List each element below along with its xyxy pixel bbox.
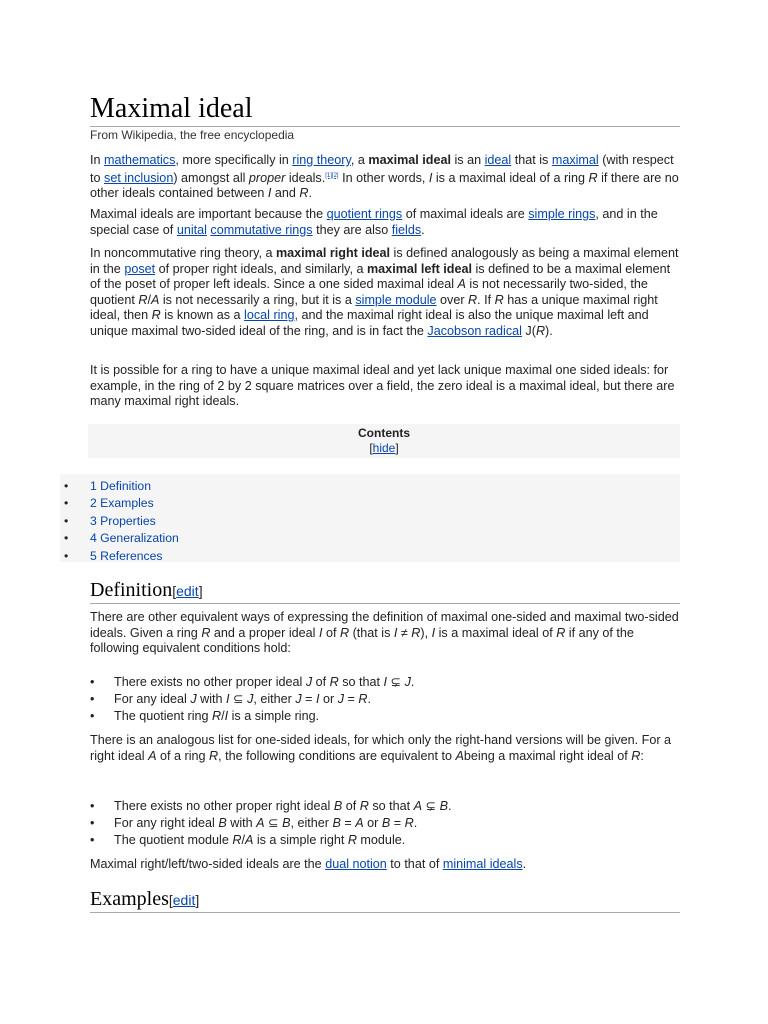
bullet-icon: • <box>64 531 69 546</box>
list-item: • For any ideal J with I ⊆ J, either J = I or J = R. <box>90 691 680 708</box>
toc-link-definition[interactable]: 1 Definition <box>90 479 151 493</box>
list-item: • For any right ideal B with A ⊆ B, either B = A or B = R. <box>90 815 680 832</box>
link-dual-notion[interactable]: dual notion <box>325 857 387 871</box>
toc-link-generalization[interactable]: 4 Generalization <box>90 531 179 546</box>
toc-toggle: [hide] <box>369 441 399 455</box>
toc-link-references[interactable]: 5 References <box>90 548 163 563</box>
page-subtitle: From Wikipedia, the free encyclopedia <box>90 128 295 142</box>
list-item: • There exists no other proper ideal J of R so that I ⊊ J. <box>90 674 680 691</box>
bullet-icon: • <box>90 833 95 848</box>
list-item: • The quotient module R/A is a simple right R module. <box>90 832 680 849</box>
bullet-icon: • <box>90 692 95 707</box>
list-item: • The quotient ring R/I is a simple ring. <box>90 708 680 725</box>
edit-link-examples[interactable]: edit <box>172 892 196 908</box>
link-fields[interactable]: fields <box>391 222 422 237</box>
definition-paragraph-3: Maximal right/left/two-sided ideals are the dual notion to that of minimal ideals. <box>90 857 527 871</box>
conditions-list-two-sided <box>90 674 680 726</box>
toc-item <box>60 530 680 547</box>
section-heading-examples: Examples[edit] <box>90 887 680 913</box>
bullet-icon: • <box>90 709 95 724</box>
bullet-icon: • <box>64 513 69 528</box>
bullet-icon: • <box>64 496 69 511</box>
bullet-icon: • <box>90 816 95 831</box>
link-ring-theory[interactable]: ring theory <box>292 153 351 167</box>
reference-link[interactable]: [1][2] <box>325 172 339 179</box>
list-item: • There exists no other proper right ideal B of R so that A ⊊ B. <box>90 798 680 815</box>
link-poset[interactable]: poset <box>124 261 156 276</box>
bullet-icon: • <box>90 799 95 813</box>
intro-paragraph-3: In noncommutative ring theory, a maximal right ideal is defined analogously as being a maximal element in the poset of proper right ideals, and similarly, a maximal left ideal is defined to be a maximal element of the poset of proper left ideals. Since a one sided maximal ideal A is not necessarily two-sided, the quotient R/A is not necessarily a ring, but it is a simple module over R. If R has a unique maximal right ideal, then R is known as a local ring, and the maximal right ideal is also the unique maximal left and unique maximal two-sided ideal of the ring, and is in fact the Jacobson radical J(R). <box>90 246 679 338</box>
conditions-list-right <box>90 798 680 850</box>
toc-title: Contents <box>358 426 410 440</box>
section-heading-definition: Definition[edit] <box>90 578 680 604</box>
link-mathematics[interactable]: mathematics <box>104 153 176 167</box>
page-title: Maximal ideal <box>90 92 680 127</box>
link-local-ring[interactable]: local ring <box>244 308 295 323</box>
link-simple-module[interactable]: simple module <box>355 292 437 307</box>
bullet-icon: • <box>90 675 95 689</box>
toc-item <box>60 513 680 530</box>
link-commutative-rings[interactable]: commutative rings <box>210 222 313 237</box>
edit-link-definition[interactable]: edit <box>176 583 199 599</box>
link-set-inclusion[interactable]: set inclusion <box>104 170 174 185</box>
intro-paragraph-1: In mathematics, more specifically in ring theory, a maximal ideal is an ideal that is maximal (with respect to set inclusion) amongst all proper ideals.[1][2] In other words, I is a maximal ideal of a ring R if there are no other ideals contained between I and R. <box>90 153 679 201</box>
toc-list <box>60 474 680 562</box>
toc-item <box>60 495 680 512</box>
link-jacobson-radical[interactable]: Jacobson radical <box>427 323 522 338</box>
link-quotient-rings[interactable]: quotient rings <box>326 207 403 221</box>
bullet-icon: • <box>64 479 69 493</box>
link-minimal-ideals[interactable]: minimal ideals <box>442 857 523 871</box>
toc-item <box>60 548 680 565</box>
bullet-icon: • <box>64 548 69 563</box>
definition-paragraph-2: There is an analogous list for one-sided ideals, for which only the right-hand versions will be given. For a right ideal A of a ring R, the following conditions are equivalent to Abeing a maximal right ideal of R: <box>90 733 672 763</box>
link-maximal[interactable]: maximal <box>551 153 599 167</box>
toc-link-properties[interactable]: 3 Properties <box>90 513 156 528</box>
toc-header <box>88 424 680 458</box>
toc-item <box>60 478 680 495</box>
toc-link-examples[interactable]: 2 Examples <box>90 496 154 511</box>
definition-paragraph-1: There are other equivalent ways of expressing the definition of maximal one-sided and maximal two-sided ideals. Given a ring R and a proper ideal I of R (that is I ≠ R), I is a maximal ideal of R if any of the following equivalent conditions hold: <box>90 610 679 656</box>
link-simple-rings[interactable]: simple rings <box>528 207 596 221</box>
intro-paragraph-2: Maximal ideals are important because the quotient rings of maximal ideals are simple rings, and in the special case of unital commutative rings they are also fields. <box>90 207 658 237</box>
link-ideal[interactable]: ideal <box>484 153 512 167</box>
intro-paragraph-4: It is possible for a ring to have a unique maximal ideal and yet lack unique maximal one sided ideals: for example, in the ring of 2 by 2 square matrices over a field, the zero ideal is a maximal ideal, but there are many maximal right ideals. <box>90 363 675 409</box>
toc-hide-link[interactable]: hide <box>372 441 396 455</box>
link-unital[interactable]: unital <box>176 222 207 237</box>
